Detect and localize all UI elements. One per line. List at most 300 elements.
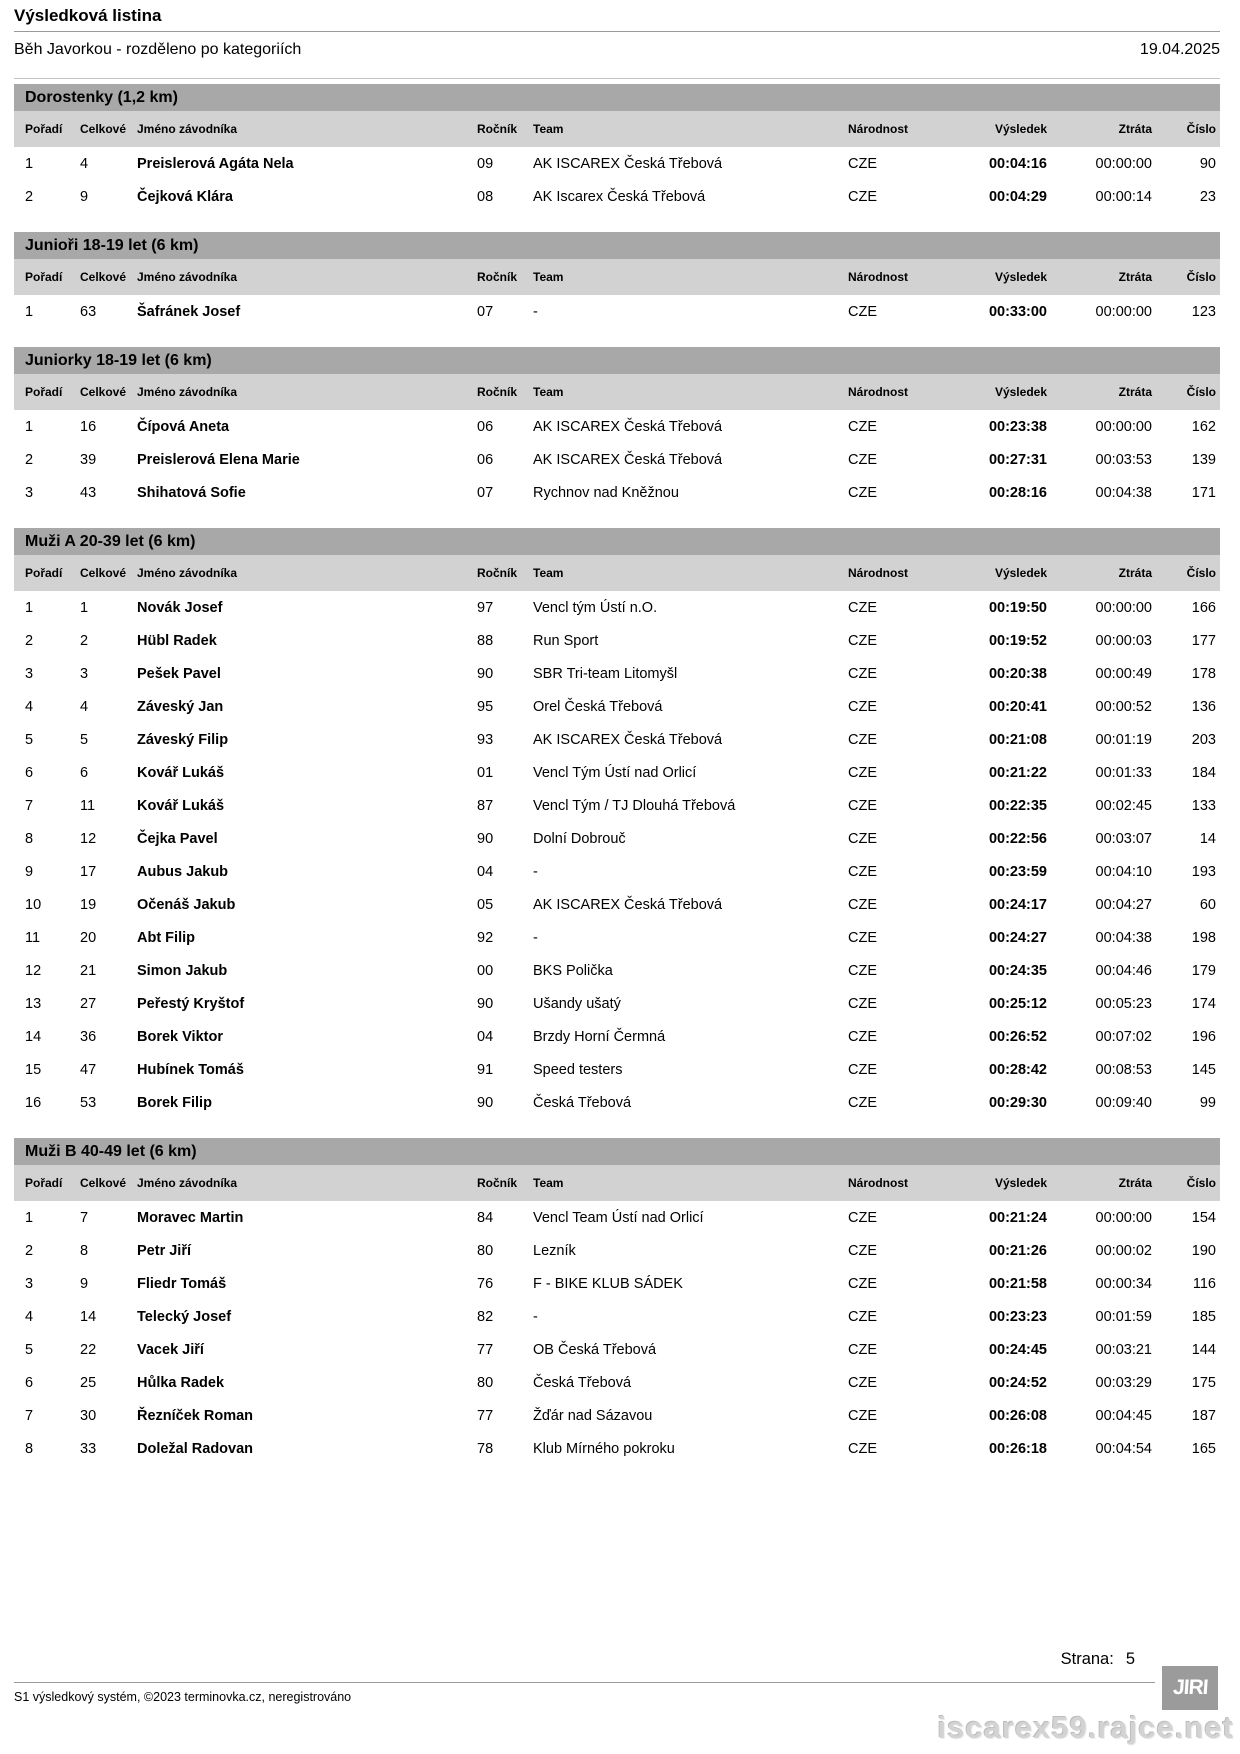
cell-poradi: 8 bbox=[25, 1440, 34, 1457]
cell-vysledek: 00:26:08 bbox=[988, 1407, 1047, 1424]
cell-narodnost: CZE bbox=[848, 303, 877, 320]
cell-rocnik: 87 bbox=[477, 797, 494, 814]
cell-team: AK ISCAREX Česká Třebová bbox=[533, 896, 723, 913]
cell-vysledek: 00:24:52 bbox=[988, 1374, 1047, 1391]
cell-rocnik: 90 bbox=[477, 665, 494, 682]
cell-rocnik: 09 bbox=[477, 155, 494, 172]
table-row bbox=[14, 443, 1220, 476]
table-row bbox=[14, 921, 1220, 954]
cell-ztrata: 00:01:33 bbox=[1095, 764, 1152, 781]
cell-poradi: 1 bbox=[25, 599, 34, 616]
cell-narodnost: CZE bbox=[848, 1374, 877, 1391]
cell-rocnik: 07 bbox=[477, 303, 494, 320]
cell-team: OB Česká Třebová bbox=[533, 1341, 657, 1358]
cell-narodnost: CZE bbox=[848, 962, 877, 979]
cell-rocnik: 91 bbox=[477, 1061, 494, 1078]
cell-cislo: 162 bbox=[1191, 418, 1216, 435]
cell-vysledek: 00:21:24 bbox=[988, 1209, 1047, 1226]
cell-celkove: 30 bbox=[80, 1407, 97, 1424]
section-title: Dorostenky (1,2 km) bbox=[25, 88, 178, 106]
cell-narodnost: CZE bbox=[848, 698, 877, 715]
cell-celkove: 20 bbox=[80, 929, 97, 946]
cell-rocnik: 08 bbox=[477, 188, 494, 205]
cell-celkove: 14 bbox=[80, 1308, 97, 1325]
cell-narodnost: CZE bbox=[848, 1440, 877, 1457]
cell-ztrata: 00:03:29 bbox=[1095, 1374, 1152, 1391]
cell-team: Lezník bbox=[533, 1242, 576, 1259]
cell-cislo: 175 bbox=[1191, 1374, 1216, 1391]
cell-rocnik: 90 bbox=[477, 995, 494, 1012]
cell-poradi: 8 bbox=[25, 830, 34, 847]
cell-cislo: 190 bbox=[1191, 1242, 1216, 1259]
column-header-vysledek: Výsledek bbox=[994, 122, 1047, 136]
column-header-team: Team bbox=[533, 1176, 564, 1190]
cell-vysledek: 00:27:31 bbox=[988, 451, 1047, 468]
column-header-ztrata: Ztráta bbox=[1118, 122, 1152, 136]
cell-team: AK ISCAREX Česká Třebová bbox=[533, 155, 723, 172]
cell-name: Borek Filip bbox=[137, 1094, 212, 1111]
cell-name: Preislerová Elena Marie bbox=[137, 451, 300, 468]
cell-narodnost: CZE bbox=[848, 1028, 877, 1045]
column-header-cislo: Číslo bbox=[1186, 122, 1216, 136]
category-section bbox=[14, 347, 1220, 509]
cell-celkove: 63 bbox=[80, 303, 97, 320]
cell-vysledek: 00:22:35 bbox=[988, 797, 1047, 814]
page-number-value: 5 bbox=[1125, 1650, 1135, 1668]
cell-team: AK ISCAREX Česká Třebová bbox=[533, 451, 723, 468]
cell-narodnost: CZE bbox=[848, 599, 877, 616]
cell-cislo: 154 bbox=[1191, 1209, 1216, 1226]
cell-vysledek: 00:19:52 bbox=[988, 632, 1047, 649]
column-header-cislo: Číslo bbox=[1186, 270, 1216, 284]
section-title: Muži B 40-49 let (6 km) bbox=[25, 1142, 197, 1160]
table-row bbox=[14, 789, 1220, 822]
cell-team: Česká Třebová bbox=[533, 1374, 632, 1391]
cell-rocnik: 88 bbox=[477, 632, 494, 649]
cell-rocnik: 01 bbox=[477, 764, 494, 781]
cell-team: AK ISCAREX Česká Třebová bbox=[533, 418, 723, 435]
cell-team: Vencl Team Ústí nad Orlicí bbox=[533, 1209, 704, 1226]
cell-poradi: 6 bbox=[25, 1374, 34, 1391]
table-row bbox=[14, 657, 1220, 690]
cell-poradi: 1 bbox=[25, 303, 34, 320]
column-header-vysledek: Výsledek bbox=[994, 1176, 1047, 1190]
cell-poradi: 2 bbox=[25, 632, 34, 649]
column-header-team: Team bbox=[533, 122, 564, 136]
cell-vysledek: 00:24:35 bbox=[988, 962, 1047, 979]
jiri-logo bbox=[1162, 1666, 1218, 1710]
cell-cislo: 145 bbox=[1191, 1061, 1216, 1078]
cell-poradi: 13 bbox=[25, 995, 42, 1012]
cell-name: Čípová Aneta bbox=[137, 418, 230, 435]
cell-narodnost: CZE bbox=[848, 632, 877, 649]
table-row bbox=[14, 1053, 1220, 1086]
cell-vysledek: 00:28:16 bbox=[988, 484, 1047, 501]
cell-cislo: 184 bbox=[1191, 764, 1216, 781]
column-header-poradi: Pořadí bbox=[25, 1176, 63, 1190]
table-row bbox=[14, 1333, 1220, 1366]
cell-cislo: 133 bbox=[1191, 797, 1216, 814]
cell-narodnost: CZE bbox=[848, 451, 877, 468]
cell-celkove: 21 bbox=[80, 962, 97, 979]
cell-poradi: 3 bbox=[25, 1275, 34, 1292]
cell-poradi: 3 bbox=[25, 484, 34, 501]
table-row bbox=[14, 180, 1220, 213]
column-header-row bbox=[14, 259, 1220, 295]
section-header-bar bbox=[14, 528, 1220, 555]
cell-team: Brzdy Horní Čermná bbox=[533, 1028, 666, 1045]
cell-rocnik: 05 bbox=[477, 896, 494, 913]
cell-team: Klub Mírného pokroku bbox=[533, 1440, 675, 1457]
cell-vysledek: 00:26:18 bbox=[988, 1440, 1047, 1457]
cell-name: Čejková Klára bbox=[137, 188, 233, 205]
cell-ztrata: 00:04:38 bbox=[1095, 929, 1152, 946]
cell-name: Fliedr Tomáš bbox=[137, 1275, 227, 1292]
cell-team: Dolní Dobrouč bbox=[533, 830, 626, 847]
cell-poradi: 4 bbox=[25, 698, 34, 715]
cell-name: Moravec Martin bbox=[137, 1209, 244, 1226]
cell-cislo: 196 bbox=[1191, 1028, 1216, 1045]
cell-poradi: 6 bbox=[25, 764, 34, 781]
cell-celkove: 36 bbox=[80, 1028, 97, 1045]
table-row bbox=[14, 723, 1220, 756]
cell-narodnost: CZE bbox=[848, 1061, 877, 1078]
cell-cislo: 116 bbox=[1192, 1275, 1216, 1292]
column-header-celkove: Celkové bbox=[80, 270, 127, 284]
page-number-label: Strana: bbox=[1060, 1650, 1114, 1668]
cell-cislo: 136 bbox=[1191, 698, 1216, 715]
cell-cislo: 179 bbox=[1191, 962, 1216, 979]
cell-rocnik: 95 bbox=[477, 698, 494, 715]
cell-narodnost: CZE bbox=[848, 731, 877, 748]
cell-name: Řezníček Roman bbox=[137, 1407, 254, 1424]
category-section bbox=[14, 1138, 1220, 1465]
cell-name: Peřestý Kryštof bbox=[137, 995, 245, 1012]
cell-vysledek: 00:29:30 bbox=[988, 1094, 1047, 1111]
column-header-narodnost: Národnost bbox=[848, 566, 908, 580]
cell-poradi: 3 bbox=[25, 665, 34, 682]
cell-celkove: 43 bbox=[80, 484, 97, 501]
category-section bbox=[14, 84, 1220, 213]
cell-vysledek: 00:23:23 bbox=[988, 1308, 1047, 1325]
column-header-poradi: Pořadí bbox=[25, 270, 63, 284]
cell-narodnost: CZE bbox=[848, 863, 877, 880]
cell-poradi: 16 bbox=[25, 1094, 42, 1111]
cell-rocnik: 04 bbox=[477, 863, 494, 880]
cell-name: Aubus Jakub bbox=[137, 863, 229, 880]
cell-name: Čejka Pavel bbox=[137, 830, 218, 847]
cell-celkove: 7 bbox=[80, 1209, 89, 1226]
cell-rocnik: 78 bbox=[477, 1440, 494, 1457]
cell-cislo: 198 bbox=[1191, 929, 1216, 946]
column-header-rocnik: Ročník bbox=[477, 566, 518, 580]
cell-ztrata: 00:04:45 bbox=[1095, 1407, 1152, 1424]
cell-rocnik: 06 bbox=[477, 451, 494, 468]
page-number bbox=[1061, 1650, 1135, 1669]
cell-celkove: 47 bbox=[80, 1061, 97, 1078]
cell-ztrata: 00:04:27 bbox=[1095, 896, 1152, 913]
cell-cislo: 185 bbox=[1191, 1308, 1216, 1325]
table-row bbox=[14, 410, 1220, 443]
cell-celkove: 33 bbox=[80, 1440, 97, 1457]
cell-poradi: 7 bbox=[25, 797, 34, 814]
cell-ztrata: 00:01:19 bbox=[1095, 731, 1152, 748]
cell-name: Hubínek Tomáš bbox=[137, 1061, 244, 1078]
cell-ztrata: 00:08:53 bbox=[1095, 1061, 1152, 1078]
cell-vysledek: 00:21:26 bbox=[988, 1242, 1047, 1259]
cell-team: Rychnov nad Kněžnou bbox=[533, 484, 679, 501]
cell-celkove: 39 bbox=[80, 451, 97, 468]
cell-cislo: 187 bbox=[1191, 1407, 1216, 1424]
cell-poradi: 9 bbox=[25, 863, 34, 880]
watermark: iscarex59.rajce.net bbox=[937, 1710, 1234, 1745]
cell-celkove: 9 bbox=[80, 188, 89, 205]
table-row bbox=[14, 591, 1220, 624]
column-header-rocnik: Ročník bbox=[477, 385, 518, 399]
cell-narodnost: CZE bbox=[848, 1341, 877, 1358]
page-title: Výsledková listina bbox=[14, 6, 162, 25]
cell-team: - bbox=[533, 929, 538, 946]
cell-cislo: 90 bbox=[1199, 155, 1216, 172]
column-header-team: Team bbox=[533, 385, 564, 399]
column-header-cislo: Číslo bbox=[1186, 385, 1216, 399]
cell-cislo: 171 bbox=[1191, 484, 1216, 501]
column-header-row bbox=[14, 111, 1220, 147]
cell-ztrata: 00:03:07 bbox=[1095, 830, 1152, 847]
cell-name: Preislerová Agáta Nela bbox=[137, 155, 294, 172]
cell-vysledek: 00:24:45 bbox=[988, 1341, 1047, 1358]
cell-team: SBR Tri-team Litomyšl bbox=[533, 665, 678, 682]
table-row bbox=[14, 822, 1220, 855]
table-row bbox=[14, 756, 1220, 789]
cell-ztrata: 00:00:02 bbox=[1095, 1242, 1152, 1259]
column-header-ztrata: Ztráta bbox=[1118, 385, 1152, 399]
cell-ztrata: 00:00:00 bbox=[1095, 303, 1152, 320]
cell-celkove: 8 bbox=[80, 1242, 89, 1259]
column-header-team: Team bbox=[533, 566, 564, 580]
cell-celkove: 1 bbox=[80, 599, 89, 616]
category-section bbox=[14, 232, 1220, 328]
section-rows bbox=[14, 591, 1220, 1119]
cell-rocnik: 90 bbox=[477, 830, 494, 847]
column-header-celkove: Celkové bbox=[80, 122, 127, 136]
section-title: Junioři 18-19 let (6 km) bbox=[25, 236, 199, 254]
cell-cislo: 99 bbox=[1199, 1094, 1216, 1111]
cell-name: Kovář Lukáš bbox=[137, 797, 225, 814]
cell-poradi: 7 bbox=[25, 1407, 34, 1424]
cell-cislo: 166 bbox=[1191, 599, 1216, 616]
table-row bbox=[14, 987, 1220, 1020]
cell-vysledek: 00:23:38 bbox=[988, 418, 1047, 435]
table-row bbox=[14, 476, 1220, 509]
cell-celkove: 27 bbox=[80, 995, 97, 1012]
section-rows bbox=[14, 295, 1220, 328]
cell-poradi: 10 bbox=[25, 896, 42, 913]
cell-cislo: 144 bbox=[1191, 1341, 1216, 1358]
column-header-narodnost: Národnost bbox=[848, 270, 908, 284]
table-row bbox=[14, 295, 1220, 328]
cell-ztrata: 00:00:00 bbox=[1095, 155, 1152, 172]
cell-name: Shihatová Sofie bbox=[137, 484, 246, 501]
table-row bbox=[14, 1234, 1220, 1267]
cell-poradi: 12 bbox=[25, 962, 42, 979]
cell-ztrata: 00:01:59 bbox=[1095, 1308, 1152, 1325]
cell-rocnik: 07 bbox=[477, 484, 494, 501]
cell-name: Hůlka Radek bbox=[137, 1374, 225, 1391]
cell-rocnik: 82 bbox=[477, 1308, 494, 1325]
cell-name: Záveský Jan bbox=[137, 698, 224, 715]
cell-team: Žďár nad Sázavou bbox=[533, 1407, 653, 1424]
cell-ztrata: 00:00:49 bbox=[1095, 665, 1152, 682]
cell-celkove: 4 bbox=[80, 698, 89, 715]
cell-poradi: 2 bbox=[25, 188, 34, 205]
section-header-bar bbox=[14, 232, 1220, 259]
column-header-cislo: Číslo bbox=[1186, 566, 1216, 580]
cell-narodnost: CZE bbox=[848, 188, 877, 205]
section-header-bar bbox=[14, 347, 1220, 374]
cell-ztrata: 00:00:00 bbox=[1095, 1209, 1152, 1226]
cell-narodnost: CZE bbox=[848, 1275, 877, 1292]
section-title: Juniorky 18-19 let (6 km) bbox=[25, 351, 212, 369]
cell-ztrata: 00:03:21 bbox=[1095, 1341, 1152, 1358]
cell-celkove: 5 bbox=[80, 731, 89, 748]
cell-celkove: 6 bbox=[80, 764, 89, 781]
cell-ztrata: 00:03:53 bbox=[1095, 451, 1152, 468]
cell-vysledek: 00:25:12 bbox=[988, 995, 1047, 1012]
table-row bbox=[14, 888, 1220, 921]
column-header-name: Jméno závodníka bbox=[137, 385, 238, 399]
cell-rocnik: 92 bbox=[477, 929, 494, 946]
table-row bbox=[14, 1086, 1220, 1119]
cell-narodnost: CZE bbox=[848, 1094, 877, 1111]
cell-vysledek: 00:28:42 bbox=[988, 1061, 1047, 1078]
cell-ztrata: 00:00:14 bbox=[1095, 188, 1152, 205]
cell-team: BKS Polička bbox=[533, 962, 613, 979]
cell-celkove: 2 bbox=[80, 632, 89, 649]
column-header-cislo: Číslo bbox=[1186, 1176, 1216, 1190]
table-row bbox=[14, 855, 1220, 888]
cell-vysledek: 00:20:41 bbox=[988, 698, 1047, 715]
cell-vysledek: 00:21:22 bbox=[988, 764, 1047, 781]
column-header-narodnost: Národnost bbox=[848, 385, 908, 399]
cell-ztrata: 00:00:00 bbox=[1095, 418, 1152, 435]
cell-ztrata: 00:09:40 bbox=[1095, 1094, 1152, 1111]
cell-name: Pešek Pavel bbox=[137, 665, 221, 682]
column-header-ztrata: Ztráta bbox=[1118, 1176, 1152, 1190]
cell-celkove: 25 bbox=[80, 1374, 97, 1391]
column-header-rocnik: Ročník bbox=[477, 1176, 518, 1190]
cell-team: - bbox=[533, 303, 538, 320]
cell-name: Šafránek Josef bbox=[137, 303, 241, 320]
cell-ztrata: 00:00:34 bbox=[1095, 1275, 1152, 1292]
table-row bbox=[14, 1020, 1220, 1053]
cell-name: Simon Jakub bbox=[137, 962, 228, 979]
cell-cislo: 60 bbox=[1199, 896, 1216, 913]
cell-narodnost: CZE bbox=[848, 1242, 877, 1259]
cell-rocnik: 00 bbox=[477, 962, 494, 979]
cell-vysledek: 00:21:08 bbox=[988, 731, 1047, 748]
table-row bbox=[14, 1201, 1220, 1234]
column-header-row bbox=[14, 374, 1220, 410]
section-header-bar bbox=[14, 84, 1220, 111]
cell-name: Očenáš Jakub bbox=[137, 896, 236, 913]
cell-cislo: 178 bbox=[1191, 665, 1216, 682]
cell-vysledek: 00:19:50 bbox=[988, 599, 1047, 616]
report-date: 19.04.2025 bbox=[1139, 41, 1220, 58]
column-header-vysledek: Výsledek bbox=[994, 385, 1047, 399]
column-header-vysledek: Výsledek bbox=[994, 566, 1047, 580]
cell-cislo: 23 bbox=[1199, 188, 1216, 205]
table-row bbox=[14, 954, 1220, 987]
table-row bbox=[14, 1432, 1220, 1465]
column-header-name: Jméno závodníka bbox=[137, 1176, 238, 1190]
cell-team: F - BIKE KLUB SÁDEK bbox=[533, 1275, 683, 1292]
report-subtitle: Běh Javorkou - rozděleno po kategoriích bbox=[14, 41, 302, 58]
cell-poradi: 2 bbox=[25, 1242, 34, 1259]
cell-narodnost: CZE bbox=[848, 764, 877, 781]
cell-rocnik: 80 bbox=[477, 1374, 494, 1391]
report-subhead bbox=[14, 40, 1220, 60]
cell-vysledek: 00:22:56 bbox=[988, 830, 1047, 847]
cell-narodnost: CZE bbox=[848, 665, 877, 682]
cell-poradi: 15 bbox=[25, 1061, 42, 1078]
table-row bbox=[14, 1366, 1220, 1399]
subtitle-divider bbox=[14, 78, 1220, 79]
cell-cislo: 177 bbox=[1191, 632, 1216, 649]
cell-ztrata: 00:00:52 bbox=[1095, 698, 1152, 715]
cell-narodnost: CZE bbox=[848, 1308, 877, 1325]
cell-name: Abt Filip bbox=[137, 929, 195, 946]
column-header-celkove: Celkové bbox=[80, 566, 127, 580]
cell-team: Vencl Tým Ústí nad Orlicí bbox=[533, 764, 697, 781]
cell-narodnost: CZE bbox=[848, 896, 877, 913]
cell-celkove: 19 bbox=[80, 896, 97, 913]
cell-ztrata: 00:00:00 bbox=[1095, 599, 1152, 616]
cell-name: Záveský Filip bbox=[137, 731, 229, 748]
cell-narodnost: CZE bbox=[848, 418, 877, 435]
cell-rocnik: 84 bbox=[477, 1209, 494, 1226]
cell-narodnost: CZE bbox=[848, 1209, 877, 1226]
column-header-ztrata: Ztráta bbox=[1118, 566, 1152, 580]
column-header-rocnik: Ročník bbox=[477, 270, 518, 284]
column-header-row bbox=[14, 555, 1220, 591]
column-header-vysledek: Výsledek bbox=[994, 270, 1047, 284]
cell-cislo: 193 bbox=[1191, 863, 1216, 880]
cell-ztrata: 00:04:46 bbox=[1095, 962, 1152, 979]
cell-narodnost: CZE bbox=[848, 797, 877, 814]
table-row bbox=[14, 147, 1220, 180]
cell-rocnik: 76 bbox=[477, 1275, 494, 1292]
cell-team: AK Iscarex Česká Třebová bbox=[533, 188, 706, 205]
cell-vysledek: 00:21:58 bbox=[988, 1275, 1047, 1292]
cell-rocnik: 80 bbox=[477, 1242, 494, 1259]
column-header-poradi: Pořadí bbox=[25, 122, 63, 136]
cell-celkove: 53 bbox=[80, 1094, 97, 1111]
footer-divider bbox=[14, 1682, 1155, 1683]
section-rows bbox=[14, 1201, 1220, 1465]
cell-cislo: 174 bbox=[1191, 995, 1216, 1012]
cell-poradi: 4 bbox=[25, 1308, 34, 1325]
table-row bbox=[14, 624, 1220, 657]
cell-poradi: 5 bbox=[25, 731, 34, 748]
cell-celkove: 11 bbox=[80, 797, 96, 814]
system-note: S1 výsledkový systém, ©2023 terminovka.cz, neregistrováno bbox=[14, 1690, 352, 1704]
column-header-name: Jméno závodníka bbox=[137, 566, 238, 580]
cell-poradi: 14 bbox=[25, 1028, 42, 1045]
jiri-logo-text: JIRI bbox=[1171, 1676, 1209, 1699]
cell-name: Novák Josef bbox=[137, 599, 223, 616]
cell-name: Borek Viktor bbox=[137, 1028, 223, 1045]
